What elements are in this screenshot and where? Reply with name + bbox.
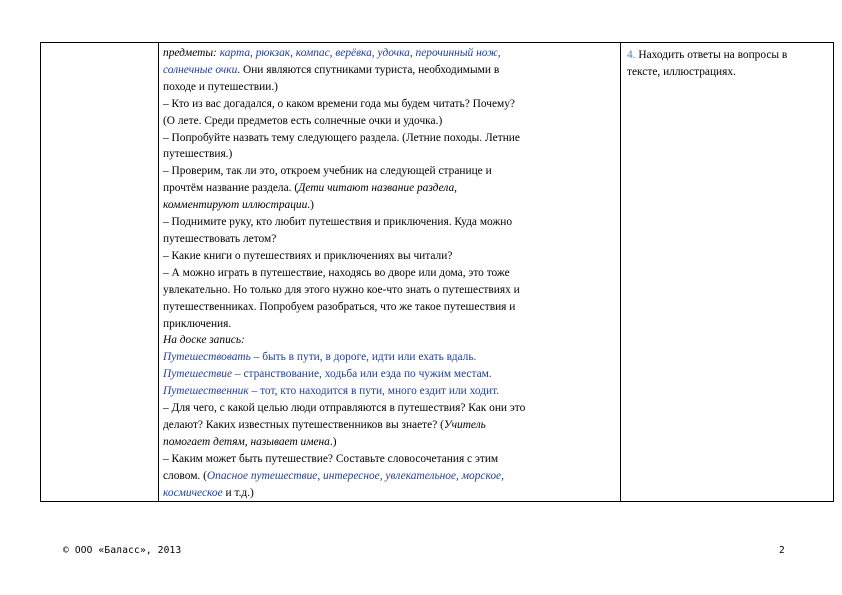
text-line: – Попробуйте назвать тему следующего раздела. (Летние походы. Летние: [163, 131, 520, 144]
definition-line: Путешествие – странствование, ходьба или езда по чужим местам.: [163, 368, 492, 381]
teacher-activity-cell: [159, 43, 621, 502]
board-note-heading: На доске запись:: [163, 334, 245, 347]
text-line: словом. (Опасное путешествие, интересное, увлекательное, морское,: [163, 469, 504, 482]
text-line: увлекательно. Но только для этого нужно кое-что знать о путешествиях и: [163, 283, 520, 296]
text-line: 4. Находить ответы на вопросы в: [627, 49, 788, 61]
learning-outcomes-cell: [621, 43, 834, 502]
page-number: 2: [779, 545, 785, 556]
text-line: – Для чего, с какой целью люди отправляются в путешествия? Как они это: [163, 402, 526, 415]
text-line: путешествия.): [163, 148, 233, 161]
learning-outcome: [621, 43, 833, 81]
text-line: путешественниках. Попробуем разобраться, что же такое путешествия и: [163, 300, 516, 313]
copyright-footer: © ООО «Баласс», 2013: [63, 545, 182, 556]
text-line: помогает детям, называет имена.): [163, 435, 337, 448]
text-line: – Проверим, так ли это, откроем учебник на следующей странице и: [163, 165, 492, 178]
stage-cell: [41, 43, 159, 502]
text-line: предметы: карта, рюкзак, компас, верёвка, удочка, перочинный нож,: [163, 47, 501, 59]
text-line: прочтём название раздела. (Дети читают название раздела,: [163, 182, 457, 195]
definition-line: Путешественник – тот, кто находится в пути, много ездит или ходит.: [163, 385, 500, 398]
text-line: солнечные очки. Они являются спутниками туриста, необходимыми в: [163, 63, 500, 76]
table-row: [41, 43, 834, 502]
text-line: (О лете. Среди предметов есть солнечные очки и удочка.): [163, 114, 443, 127]
text-line: – Поднимите руку, кто любит путешествия и приключения. Куда можно: [163, 216, 513, 229]
text-line: – Каким может быть путешествие? Составьте словосочетания с этим: [163, 452, 499, 465]
text-line: приключения.: [163, 317, 232, 330]
text-line: делают? Каких известных путешественников вы знаете? (Учитель: [163, 418, 486, 431]
lesson-table: [40, 42, 834, 502]
text-line: – Какие книги о путешествиях и приключениях вы читали?: [163, 249, 453, 262]
text-line: тексте, иллюстрациях.: [627, 65, 736, 78]
text-line: – Кто из вас догадался, о каком времени года мы будем читать? Почему?: [163, 97, 515, 110]
definition-line: Путешествовать – быть в пути, в дороге, идти или ехать вдаль.: [163, 351, 477, 364]
text-line: космическое и т.д.): [163, 486, 254, 499]
text-line: походе и путешествии.): [163, 80, 278, 93]
outcome-number: 4.: [627, 49, 636, 61]
text-line: комментируют иллюстрации.): [163, 199, 314, 212]
text-line: путешествовать летом?: [163, 232, 277, 245]
teacher-activity-text: [159, 43, 620, 501]
text-line: – А можно играть в путешествие, находясь во дворе или дома, это тоже: [163, 266, 510, 279]
